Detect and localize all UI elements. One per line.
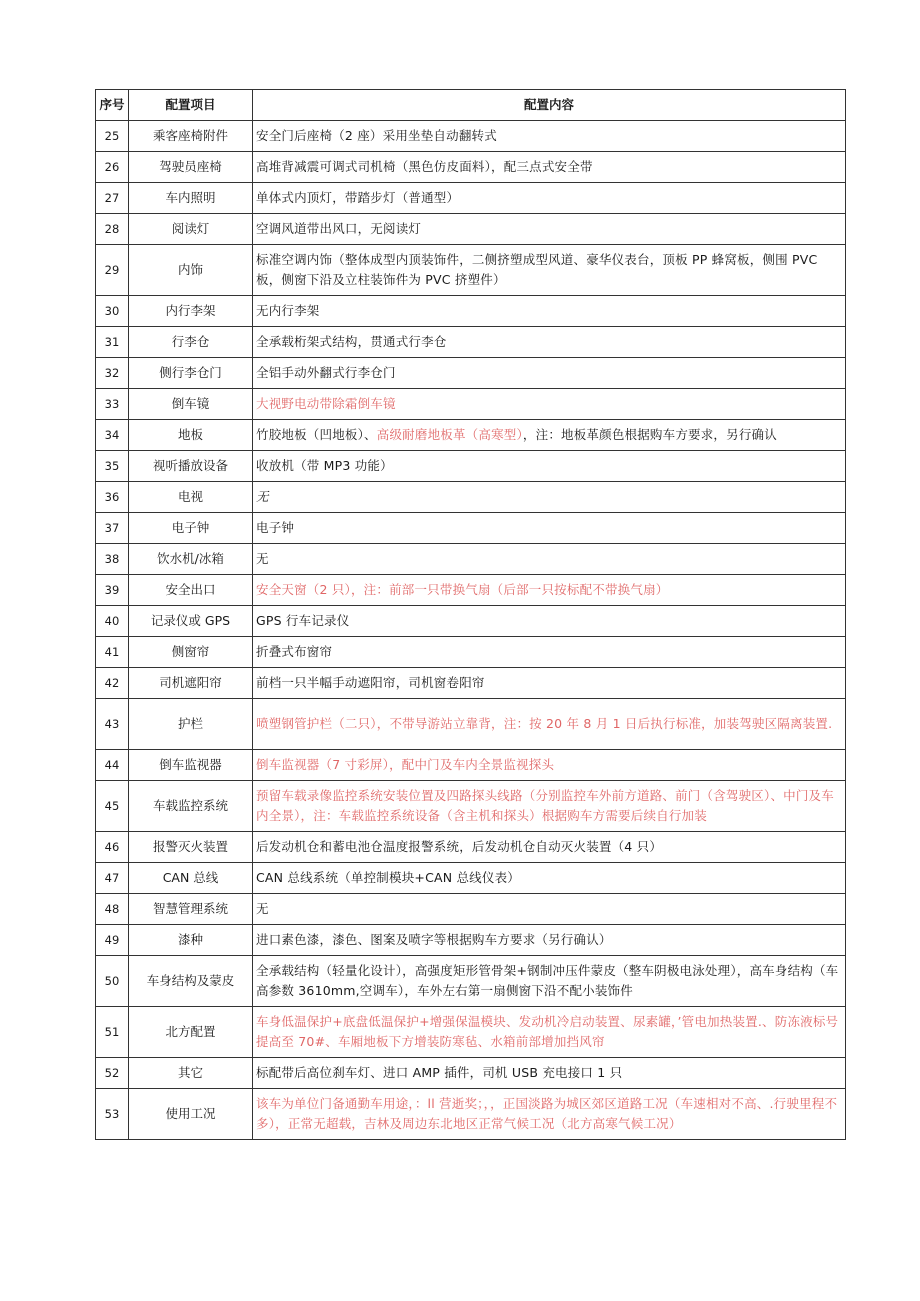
content-segment: 无: [256, 901, 269, 916]
content-segment: 大视野电动带除霜倒车镜: [256, 396, 396, 411]
table-row: [96, 245, 846, 296]
header-content: 配置内容: [253, 90, 846, 121]
row-number: 33: [96, 389, 129, 420]
row-item: 漆种: [129, 925, 253, 956]
row-number: 42: [96, 668, 129, 699]
row-number: 47: [96, 863, 129, 894]
row-number: 51: [96, 1007, 129, 1058]
row-number: 41: [96, 637, 129, 668]
row-item: 北方配置: [129, 1007, 253, 1058]
table-row: [96, 925, 846, 956]
table-row: [96, 214, 846, 245]
header-seq: 序号: [96, 90, 129, 121]
row-item: 使用工况: [129, 1089, 253, 1140]
table-row: [96, 606, 846, 637]
row-item: 地板: [129, 420, 253, 451]
table-row: [96, 152, 846, 183]
row-item: 安全出口: [129, 575, 253, 606]
content-segment: CAN 总线系统（单控制模块+CAN 总线仪表）: [256, 870, 520, 885]
table-row: [96, 451, 846, 482]
row-item: 电子钟: [129, 513, 253, 544]
table-row: [96, 894, 846, 925]
row-number: 30: [96, 296, 129, 327]
content-segment: 折叠式布窗帘: [256, 644, 333, 659]
content-segment: 全铝手动外翻式行李仓门: [256, 365, 396, 380]
content-segment: 全承载结构（轻量化设计），高强度矩形管骨架+钢制冲压件蒙皮（整车阴极电泳处理），高车身结构（车高参数 3610mm,空调车），车外左右第一扇侧窗下沿不配小装饰件: [256, 963, 839, 998]
row-content: [253, 482, 846, 513]
row-item: 报警灭火装置: [129, 832, 253, 863]
row-item: 司机遮阳帘: [129, 668, 253, 699]
row-content: [253, 956, 846, 1007]
content-segment: 全承载桁架式结构，贯通式行李仓: [256, 334, 447, 349]
row-item: 倒车监视器: [129, 750, 253, 781]
table-row: [96, 750, 846, 781]
content-segment: 收放机（带 MP3 功能）: [256, 458, 393, 473]
table-row: [96, 389, 846, 420]
table-row: [96, 637, 846, 668]
row-content: [253, 544, 846, 575]
content-segment: ，注：地板革颜色根据购车方要求，另行确认: [522, 427, 777, 442]
row-number: 38: [96, 544, 129, 575]
table-body: [96, 121, 846, 1140]
content-segment: 高级耐磨地板革（高寒型）: [376, 427, 523, 442]
content-segment: 无: [256, 551, 269, 566]
row-number: 35: [96, 451, 129, 482]
table-row: [96, 482, 846, 513]
row-number: 39: [96, 575, 129, 606]
content-segment: 无: [256, 489, 269, 504]
row-item: 其它: [129, 1058, 253, 1089]
row-number: 40: [96, 606, 129, 637]
row-content: [253, 245, 846, 296]
row-content: [253, 121, 846, 152]
row-content: [253, 781, 846, 832]
table-row: [96, 420, 846, 451]
row-content: [253, 863, 846, 894]
row-number: 48: [96, 894, 129, 925]
table-row: [96, 183, 846, 214]
content-segment: 无内行李架: [256, 303, 320, 318]
row-content: [253, 750, 846, 781]
row-number: 53: [96, 1089, 129, 1140]
row-number: 32: [96, 358, 129, 389]
row-content: [253, 668, 846, 699]
row-number: 28: [96, 214, 129, 245]
row-item: 智慧管理系统: [129, 894, 253, 925]
row-content: [253, 296, 846, 327]
row-number: 29: [96, 245, 129, 296]
row-content: [253, 1089, 846, 1140]
row-content: [253, 1007, 846, 1058]
row-item: 驾驶员座椅: [129, 152, 253, 183]
table-row: [96, 575, 846, 606]
row-item: 记录仪或 GPS: [129, 606, 253, 637]
row-content: [253, 699, 846, 750]
row-item: 内行李架: [129, 296, 253, 327]
row-content: [253, 925, 846, 956]
row-item: 饮水机/冰箱: [129, 544, 253, 575]
row-content: [253, 358, 846, 389]
table-row: [96, 699, 846, 750]
row-number: 34: [96, 420, 129, 451]
row-content: [253, 575, 846, 606]
row-number: 52: [96, 1058, 129, 1089]
row-content: [253, 637, 846, 668]
row-number: 31: [96, 327, 129, 358]
row-number: 37: [96, 513, 129, 544]
config-table: [95, 89, 846, 1140]
row-number: 46: [96, 832, 129, 863]
row-content: [253, 152, 846, 183]
table-row: [96, 1089, 846, 1140]
row-number: 43: [96, 699, 129, 750]
table-row: [96, 863, 846, 894]
row-item: 阅读灯: [129, 214, 253, 245]
content-segment: 前档一只半幅手动遮阳帘，司机窗卷阳帘: [256, 675, 485, 690]
table-row: [96, 358, 846, 389]
row-item: 视听播放设备: [129, 451, 253, 482]
content-segment: 竹胶地板（凹地板）、: [256, 427, 377, 442]
row-number: 25: [96, 121, 129, 152]
content-segment: 倒车监视器（7 寸彩屏），配中门及车内全景监视探头: [256, 757, 555, 772]
table-row: [96, 513, 846, 544]
content-segment: 单体式内顶灯，带踏步灯（普通型）: [256, 190, 460, 205]
row-content: [253, 420, 846, 451]
row-content: [253, 183, 846, 214]
row-content: [253, 513, 846, 544]
row-content: [253, 1058, 846, 1089]
row-number: 45: [96, 781, 129, 832]
content-segment: 安全天窗（2 只），注：前部一只带换气扇（后部一只按标配不带换气扇）: [256, 582, 669, 597]
row-content: [253, 451, 846, 482]
row-content: [253, 606, 846, 637]
row-number: 27: [96, 183, 129, 214]
table-row: [96, 1007, 846, 1058]
row-item: 内饰: [129, 245, 253, 296]
content-segment: 空调风道带出风口，无阅读灯: [256, 221, 422, 236]
row-content: [253, 832, 846, 863]
content-segment: 进口素色漆，漆色、图案及喷字等根据购车方要求（另行确认）: [256, 932, 612, 947]
row-item: CAN 总线: [129, 863, 253, 894]
content-segment: GPS 行车记录仪: [256, 613, 350, 628]
row-item: 乘客座椅附件: [129, 121, 253, 152]
header-item: 配置项目: [129, 90, 253, 121]
row-number: 26: [96, 152, 129, 183]
content-segment: 预留车载录像监控系统安装位置及四路探头线路（分别监控车外前方道路、前门（含驾驶区）、中门及车内全景），注：车载监控系统设备（含主机和探头）根据购车方需要后续自行加装: [256, 788, 834, 823]
row-content: [253, 894, 846, 925]
row-item: 车身结构及蒙皮: [129, 956, 253, 1007]
content-segment: 喷塑钢管护栏（二只），不带导游站立靠背，注：按 20 年 8 月 1 日后执行标准，加装驾驶区隔离装置.: [256, 716, 833, 731]
content-segment: 电子钟: [256, 520, 295, 535]
row-item: 护栏: [129, 699, 253, 750]
row-number: 36: [96, 482, 129, 513]
row-content: [253, 389, 846, 420]
table-row: [96, 832, 846, 863]
content-segment: 后发动机仓和蓄电池仓温度报警系统，后发动机仓自动灭火装置（4 只）: [256, 839, 663, 854]
table-row: [96, 1058, 846, 1089]
row-number: 49: [96, 925, 129, 956]
table-row: [96, 956, 846, 1007]
content-segment: 该车为单位门备通勤车用途，：ll 营逝奖；，，正国淡路为城区郊区道路工况（车速相对不高、.行驶里程不多），正常无超载，吉林及周边东北地区正常气候工况（北方高寒气候工况）: [256, 1096, 838, 1131]
content-segment: 安全门后座椅（2 座）采用坐垫自动翻转式: [256, 128, 497, 143]
row-item: 车内照明: [129, 183, 253, 214]
table-row: [96, 327, 846, 358]
table-row: [96, 781, 846, 832]
table-row: [96, 121, 846, 152]
row-number: 44: [96, 750, 129, 781]
row-item: 倒车镜: [129, 389, 253, 420]
table-row: [96, 296, 846, 327]
row-item: 侧行李仓门: [129, 358, 253, 389]
row-content: [253, 327, 846, 358]
row-item: 行李仓: [129, 327, 253, 358]
row-item: 车载监控系统: [129, 781, 253, 832]
content-segment: 高堆背减震可调式司机椅（黑色仿皮面料），配三点式安全带: [256, 159, 593, 174]
row-content: [253, 214, 846, 245]
row-number: 50: [96, 956, 129, 1007]
content-segment: 标配带后高位刹车灯、进口 AMP 插件，司机 USB 充电接口 1 只: [256, 1065, 623, 1080]
content-segment: 车身低温保护+底盘低温保护+增强保温模块、发动机冷启动装置、尿素罐，’管电加热装置.、防冻液标号提高至 70#、车厢地板下方增装防寒毡、水箱前部增加挡风帘: [256, 1014, 839, 1049]
row-item: 侧窗帘: [129, 637, 253, 668]
content-segment: 标准空调内饰（整体成型内顶装饰件，二侧挤塑成型风道、豪华仪表台，顶板 PP 蜂窝板，侧围 PVC 板，侧窗下沿及立柱装饰件为 PVC 挤塑件）: [256, 252, 818, 287]
table-row: [96, 544, 846, 575]
table-row: [96, 668, 846, 699]
row-item: 电视: [129, 482, 253, 513]
table-header-row: [96, 90, 846, 121]
